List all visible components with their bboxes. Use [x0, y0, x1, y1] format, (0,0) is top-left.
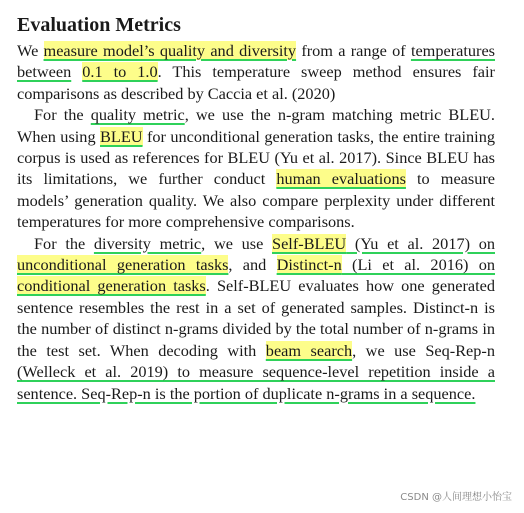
highlight-self-bleu: Self-BLEU — [272, 233, 347, 253]
text: For the — [34, 105, 91, 125]
text: We — [17, 41, 44, 60]
text: for unconditional generation tasks, the entire training corpus is used as references for BLEU (Yu et al. 2017). Since BLEU has its limitations, we further conduct — [17, 126, 495, 189]
highlight-unconditional-tasks: unconditional generation tasks — [17, 255, 229, 275]
paragraph-quality-metric — [17, 104, 495, 232]
text: to measure models’ generation quality. We also compare perplexity under different temperatures for more comprehensive comparisons. — [17, 169, 496, 232]
paragraph-temperature — [17, 40, 495, 104]
text — [71, 62, 82, 81]
highlight-distinct-n: Distinct-n — [276, 255, 342, 275]
highlight-quality-diversity: measure model’s quality and diversity — [43, 41, 297, 60]
highlight-conditional-tasks: conditional generation tasks — [17, 276, 206, 296]
underline-distinct-n-citation: (Li et al. 2016) on — [341, 255, 496, 275]
underline-diversity-metric: diversity metric — [93, 233, 202, 253]
underline-self-bleu-citation: (Yu et al. 2017) on — [346, 233, 495, 253]
highlight-beam-search: beam search — [265, 340, 353, 360]
text: . This temperature sweep method ensures fair comparisons as described by Caccia et al. (2020) — [17, 62, 495, 103]
paragraph-diversity-metric — [17, 233, 495, 404]
paper-section — [17, 12, 495, 404]
highlight-temperature-range: 0.1 to 1.0 — [82, 62, 158, 82]
text: . Self-BLEU evaluates how one generated sentence resembles the rest in a set of generated samples. Distinct-n is the number of distinct n-grams divided by the total number of n-grams in the test set. When decoding with — [17, 276, 496, 360]
text: , we use Seq-Rep-n — [352, 340, 495, 360]
section-heading: Evaluation Metrics — [17, 14, 181, 36]
highlight-human-evaluations: human evaluations — [276, 169, 406, 189]
text: , we use — [201, 233, 273, 253]
underline-seq-rep-n: (Welleck et al. 2019) to measure sequence-level repetition inside a sentence. Seq-Rep-n is the portion of duplicate n-grams in a sequence. — [17, 362, 495, 403]
text: , and — [228, 255, 277, 275]
text: For the — [34, 233, 94, 253]
text: from a range of — [296, 41, 406, 60]
csdn-watermark: CSDN @人间理想小怡宝 — [400, 492, 512, 503]
underline-temperatures: temperatures between — [17, 41, 496, 82]
text: , we use the n-gram matching metric BLEU. When using — [17, 105, 496, 146]
highlight-bleu: BLEU — [100, 126, 143, 146]
underline-quality-metric: quality metric — [90, 105, 185, 125]
